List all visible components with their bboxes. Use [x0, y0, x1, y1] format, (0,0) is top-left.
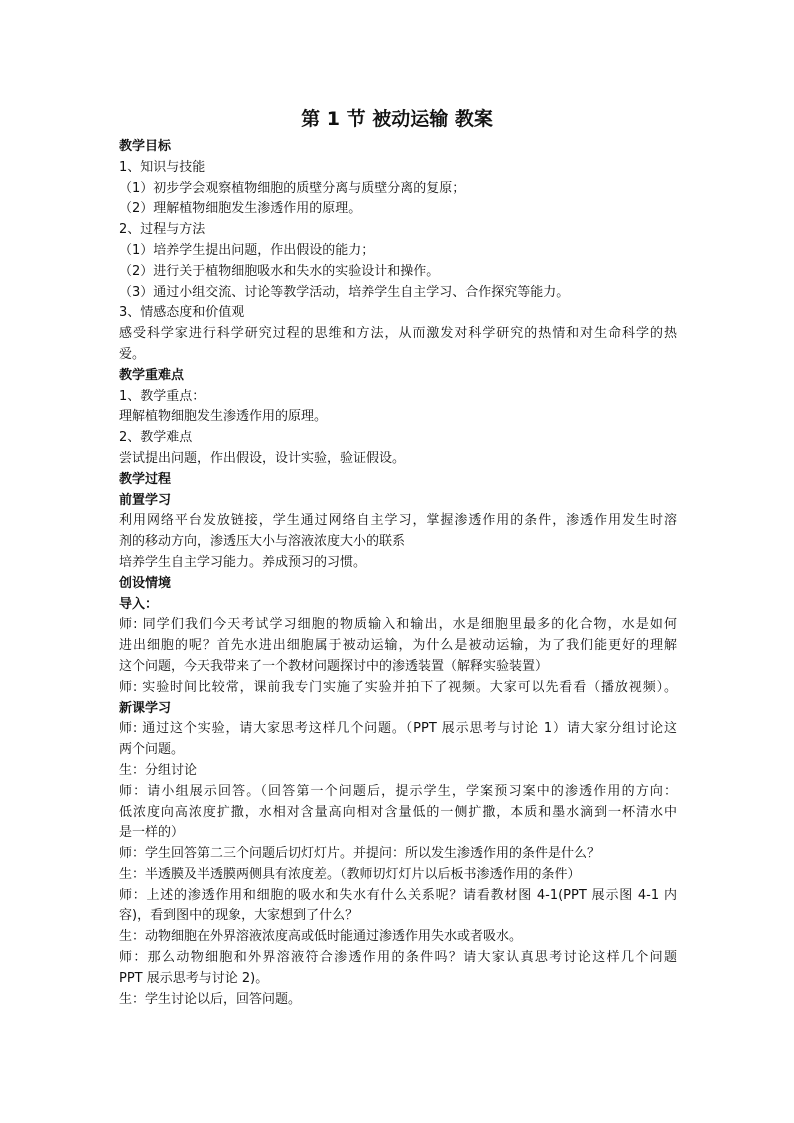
text-line: 师：学生回答第二三个问题后切灯灯片。并提问：所以发生渗透作用的条件是什么？: [119, 846, 601, 862]
section-heading: 新课学习: [119, 700, 172, 716]
text-line: （2）进行关于植物细胞吸水和失水的实验设计和操作。: [119, 263, 440, 279]
text-line: 生：半透膜及半透膜两侧具有浓度差。（教师切灯灯片以后板书渗透作用的条件）: [119, 866, 581, 882]
text-line: （1）培养学生提出问题，作出假设的能力；: [119, 242, 375, 258]
text-line: 感受科学家进行科学研究过程的思维和方法，从而激发对科学研究的热情和对生命科学的热: [119, 326, 677, 342]
section-heading: 前置学习: [119, 492, 172, 508]
text-line: 生：学生讨论以后，回答问题。: [119, 991, 302, 1007]
text-line: 这个问题，今天我带来了一个教材问题探讨中的渗透装置（解释实验装置）: [119, 658, 549, 674]
document-title: 第 1 节 被动运输 教案: [301, 108, 493, 130]
text-line: 师：那么动物细胞和外界溶液符合渗透作用的条件吗？请大家认真思考讨论这样几个问题: [119, 950, 677, 966]
text-line: 爱。: [119, 346, 146, 362]
text-line: 师：上述的渗透作用和细胞的吸水和失水有什么关系呢？请看教材图 4-1(PPT 展示图 4-1 内: [119, 887, 677, 903]
text-line: PPT 展示思考与讨论 2)。: [119, 970, 269, 986]
text-line: 2、过程与方法: [119, 222, 206, 238]
text-line: 师: 实验时间比较常，课前我专门实施了实验并拍下了视频。大家可以先看看（播放视频）。: [119, 679, 677, 695]
text-line: 容)，看到图中的现象，大家想到了什么？: [119, 908, 359, 924]
text-line: 培养学生自主学习能力。养成预习的习惯。: [119, 554, 367, 570]
text-line: 师: 通过这个实验，请大家思考这样几个问题。（PPT 展示思考与讨论 1）请大家分组讨论这: [119, 721, 677, 737]
text-line: 师: 同学们我们今天考试学习细胞的物质输入和输出，水是细胞里最多的化合物，水是如何: [119, 617, 677, 633]
section-heading: 教学过程: [119, 471, 172, 487]
section-heading: 教学重难点: [119, 367, 185, 383]
text-line: 生：动物细胞在外界溶液浓度高或低时能通过渗透作用失水或者吸水。: [119, 929, 523, 945]
text-line: （2）理解植物细胞发生渗透作用的原理。: [119, 201, 362, 217]
text-line: 进出细胞的呢？首先水进出细胞属于被动运输，为什么是被动运输，为了我们能更好的理解: [119, 638, 677, 654]
text-line: （1）初步学会观察植物细胞的质壁分离与质壁分离的复原；: [119, 180, 466, 196]
section-heading: 导入：: [119, 596, 159, 612]
text-line: （3）通过小组交流、讨论等教学活动，培养学生自主学习、合作探究等能力。: [119, 284, 570, 300]
text-line: 尝试提出问题，作出假设，设计实验，验证假设。: [119, 450, 406, 466]
text-line: 师：请小组展示回答。（回答第一个问题后，提示学生，学案预习案中的渗透作用的方向：: [119, 783, 677, 799]
text-line: 利用网络平台发放链接，学生通过网络自主学习，掌握渗透作用的条件，渗透作用发生时溶: [119, 513, 677, 529]
text-line: 3、情感态度和价值观: [119, 305, 245, 321]
text-line: 1、教学重点：: [119, 388, 206, 404]
text-line: 生：分组讨论: [119, 762, 198, 778]
text-line: 2、教学难点: [119, 430, 193, 446]
text-line: 理解植物细胞发生渗透作用的原理。: [119, 409, 328, 425]
section-heading: 创设情境: [119, 575, 172, 591]
section-heading: 教学目标: [119, 139, 172, 154]
text-line: 1、知识与技能: [119, 159, 206, 175]
text-line: 剂的移动方向，渗透压大小与溶液浓度大小的联系: [119, 534, 406, 550]
text-line: 是一样的）: [119, 825, 185, 841]
text-line: 两个问题。: [119, 742, 185, 758]
document-body: [119, 137, 677, 1010]
text-line: 低浓度向高浓度扩撒，水相对含量高向相对含量低的一侧扩撒，本质和墨水滴到一杯清水中: [119, 804, 677, 820]
